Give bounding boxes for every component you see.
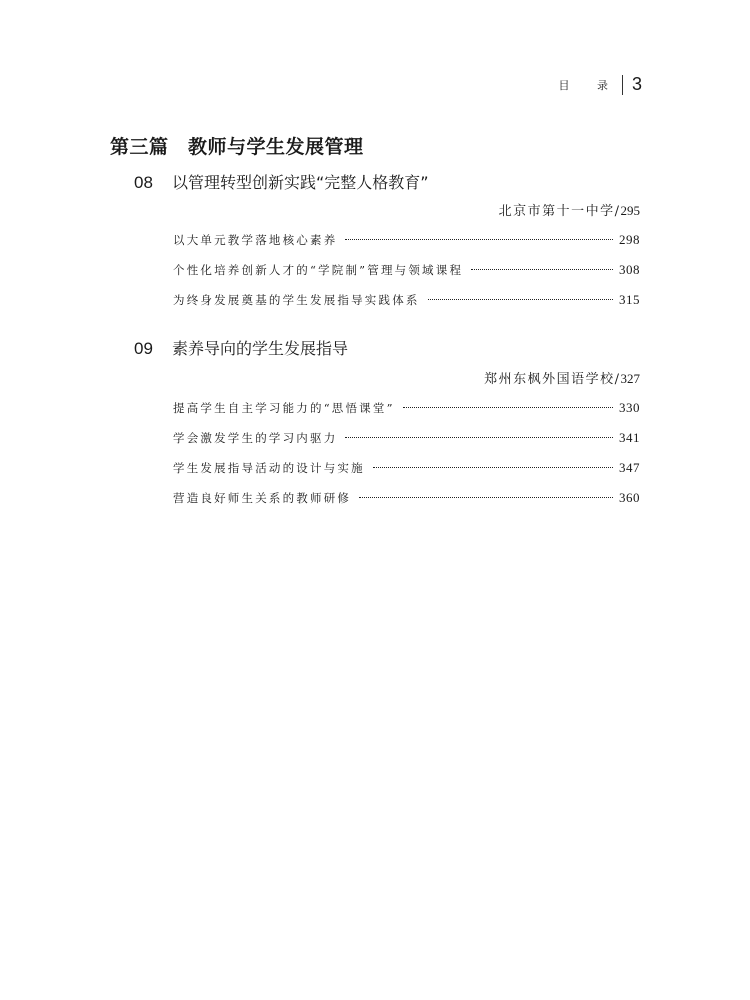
entry-page-number: 341: [619, 430, 640, 445]
toc-entry[interactable]: [173, 400, 640, 416]
dot-leader: [471, 269, 613, 270]
school-name: 郑州东枫外国语学校/: [484, 372, 621, 387]
entry-title: 个性化培养创新人才的“学院制”管理与领域课程: [173, 263, 464, 277]
chapter-title: 素养导向的学生发展指导: [172, 339, 349, 358]
entry-title: 以大单元教学落地核心素养: [173, 233, 338, 247]
entry-page-number: 308: [619, 262, 640, 277]
dot-leader: [373, 467, 613, 468]
chapter-heading-09[interactable]: [134, 336, 348, 359]
entry-page-number: 360: [619, 490, 640, 505]
chapter-school-09: [484, 368, 640, 387]
header-divider: [622, 75, 623, 95]
dot-leader: [359, 497, 613, 498]
toc-entry[interactable]: [173, 490, 640, 506]
toc-entry[interactable]: [173, 262, 640, 278]
toc-entry[interactable]: [173, 292, 640, 308]
school-page-number: 295: [620, 203, 640, 218]
chapter-school-08: [499, 200, 640, 219]
school-name: 北京市第十一中学/: [498, 204, 621, 219]
part-title: 第三篇 教师与学生发展管理: [110, 136, 364, 158]
chapter-number: 08: [134, 173, 153, 192]
entry-page-number: 315: [619, 292, 640, 307]
entry-title: 学生发展指导活动的设计与实施: [173, 461, 365, 475]
toc-entry[interactable]: [173, 430, 640, 446]
toc-entry[interactable]: [173, 232, 640, 248]
entry-title: 学会激发学生的学习内驱力: [173, 431, 338, 445]
entry-title: 营造良好师生关系的教师研修: [173, 491, 352, 505]
chapter-heading-08[interactable]: [134, 170, 429, 193]
dot-leader: [345, 437, 613, 438]
dot-leader: [345, 239, 613, 240]
entry-page-number: 347: [619, 460, 640, 475]
entry-page-number: 330: [619, 400, 640, 415]
running-header: [558, 74, 642, 95]
header-section-label: 目 录: [558, 78, 620, 92]
dot-leader: [428, 299, 613, 300]
school-page-number: 327: [620, 371, 640, 386]
chapter-number: 09: [134, 339, 153, 358]
entry-page-number: 298: [619, 232, 640, 247]
chapter-title: 以管理转型创新实践“完整人格教育”: [172, 173, 429, 192]
entry-title: 为终身发展奠基的学生发展指导实践体系: [173, 293, 420, 307]
header-page-number: 3: [631, 74, 642, 94]
dot-leader: [403, 407, 613, 408]
toc-entry[interactable]: [173, 460, 640, 476]
entry-title: 提高学生自主学习能力的“思悟课堂”: [173, 401, 395, 415]
